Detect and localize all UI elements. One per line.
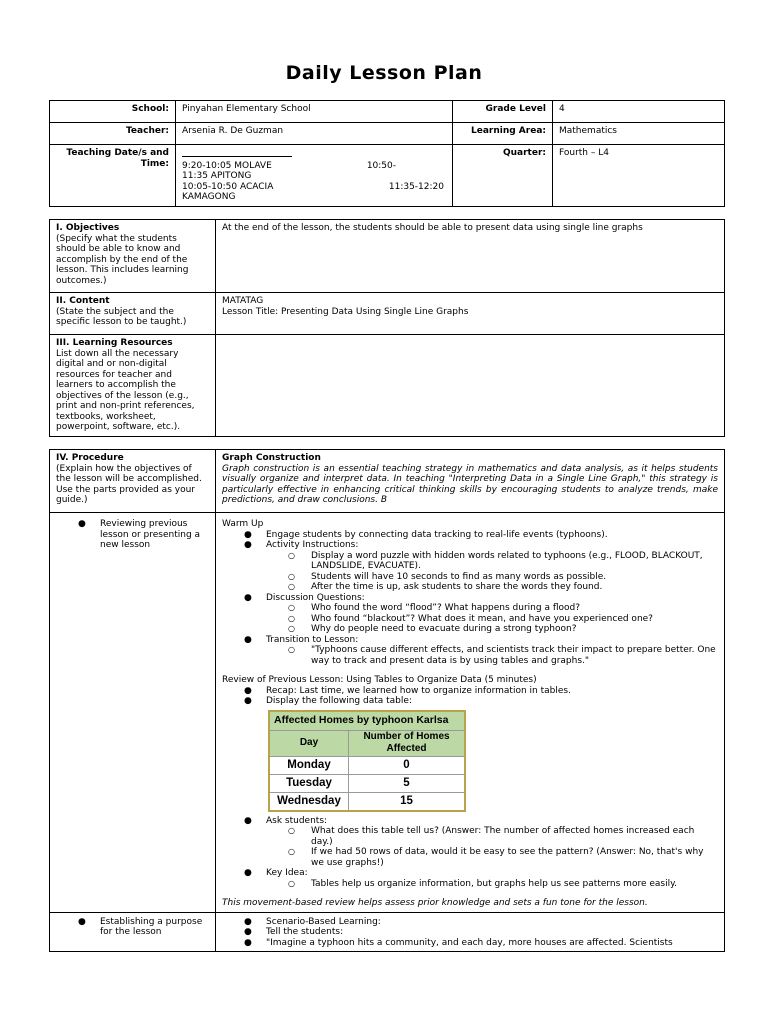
list-item: ● "Imagine a typhoon hits a community, and each day, more houses are affected. Scientists <box>222 938 718 949</box>
list-item: ● Discussion Questions: ○ Who found the word “flood”? What happens during a flood? ○ Who found “blackout”? What does it mean, and have you experienced one? ○ Why do people need to evacuate during a strong typhoon? <box>222 593 718 635</box>
schedule-1c: 11:35 APITONG <box>182 171 252 181</box>
teacher-value: Arsenia R. De Guzman <box>176 123 453 145</box>
schedule-2a: 10:05-10:50 ACACIA <box>182 181 274 192</box>
area-value: Mathematics <box>553 123 725 145</box>
list-item: ○ After the time is up, ask students to share the words they found. <box>266 582 718 593</box>
data-table-col-homes: Number of Homes Affected <box>349 730 466 756</box>
data-table-col-day: Day <box>269 730 349 756</box>
resources-desc: List down all the necessary digital and or non-digital resources for teacher and learners to accomplish the objectives of the lesson (e.g., print and non-print references, textbooks, worksheet, powerpoint, software, etc.). <box>56 348 195 432</box>
schedule-1a: 9:20-10:05 MOLAVE <box>182 160 272 171</box>
purpose-label-cell <box>50 912 216 952</box>
list-item: ● Engage students by connecting data tracking to real-life events (typhoons). <box>222 530 718 541</box>
objectives-label-cell <box>50 220 216 293</box>
resources-content <box>216 335 725 437</box>
resources-title: III. Learning Resources <box>56 338 173 348</box>
ask-list <box>222 816 718 890</box>
list-item: ● Ask students: ○ What does this table tell us? (Answer: The number of affected homes increased each day.) ○ If we had 50 rows of data, would it be easy to see the pattern? (Answer: No, that's why we use graphs!) <box>222 816 718 869</box>
review-label: ● Reviewing previous lesson or presenting a new lesson <box>56 519 209 551</box>
strategy-title: Graph Construction <box>222 453 321 463</box>
content-desc: (State the subject and the specific lesson to be taught.) <box>56 306 187 327</box>
page-title: Daily Lesson Plan <box>285 62 483 84</box>
list-item: ● Key Idea: ○ Tables help us organize information, but graphs help us see patterns more easily. <box>222 868 718 889</box>
list-item: ● Scenario-Based Learning: <box>222 917 718 928</box>
grade-label: Grade Level <box>453 101 553 123</box>
review-closing: This movement-based review helps assess prior knowledge and sets a fun tone for the lesson. <box>222 898 648 908</box>
content-label-cell <box>50 293 216 335</box>
list-item: ○ "Typhoons cause different effects, and scientists track their impact to prepare better. One way to track and present data is by using tables and graphs." <box>266 645 718 666</box>
list-item: ○ Display a word puzzle with hidden words related to typhoons (e.g., FLOOD, BLACKOUT, LANDSLIDE, EVACUATE). <box>266 551 718 572</box>
procedure-desc: (Explain how the objectives of the lesson will be accomplished. Use the parts provided as your guide.) <box>56 463 202 505</box>
review-title: Review of Previous Lesson: Using Tables to Organize Data (5 minutes) <box>222 675 537 685</box>
list-item: ○ Tables help us organize information, but graphs help us see patterns more easily. <box>266 879 718 890</box>
procedure-table <box>49 449 725 952</box>
table-row: Tuesday 5 <box>269 774 465 792</box>
data-table-caption: Affected Homes by typhoon Karlsa <box>269 711 465 731</box>
strategy-cell <box>216 450 725 513</box>
schedule-1b: 10:50- <box>366 160 396 171</box>
content-line1: MATATAG <box>222 296 264 306</box>
procedure-title: IV. Procedure <box>56 453 124 463</box>
resources-label-cell <box>50 335 216 437</box>
objectives-table <box>49 219 725 437</box>
quarter-label: Quarter: <box>453 145 553 207</box>
warmup-list <box>222 530 718 667</box>
header-table <box>49 100 725 207</box>
area-label: Learning Area: <box>453 123 553 145</box>
list-item: ● Activity Instructions: ○ Display a word puzzle with hidden words related to typhoons (e.g., FLOOD, BLACKOUT, LANDSLIDE, EVACUATE). ○ Students will have 10 seconds to find as many words as possible. ○ After the time is up, ask students to share the words they found. <box>222 540 718 593</box>
strategy-desc: Graph construction is an essential teaching strategy in mathematics and data analysis, as it helps students visually organize and interpret data. In teaching "Interpreting Data in a Single Line Graph," this strategy is particularly effective in enhancing critical thinking skills by encouraging students to analyze trends, make predictions, and draw conclusions. B <box>222 463 718 505</box>
quarter-value: Fourth – L4 <box>553 145 725 207</box>
teacher-label: Teacher: <box>50 123 176 145</box>
review-list <box>222 686 718 707</box>
blank-line <box>182 148 292 157</box>
list-item: ○ Who found the word “flood”? What happens during a flood? <box>266 603 718 614</box>
content-title: II. Content <box>56 296 110 306</box>
procedure-label-cell <box>50 450 216 513</box>
grade-value: 4 <box>553 101 725 123</box>
warmup-title: Warm Up <box>222 519 264 529</box>
purpose-label: ● Establishing a purpose for the lesson <box>56 917 209 938</box>
review-content-cell <box>216 513 725 913</box>
list-item: ○ Why do people need to evacuate during a strong typhoon? <box>266 624 718 635</box>
list-item: ● Recap: Last time, we learned how to organize information in tables. <box>222 686 718 697</box>
table-row: Wednesday 15 <box>269 792 465 811</box>
list-item: ○ Students will have 10 seconds to find as many words as possible. <box>266 572 718 583</box>
schedule-cell <box>176 145 453 207</box>
list-item: ● Tell the students: <box>222 927 718 938</box>
dates-label: Teaching Date/s and Time: <box>50 145 176 207</box>
list-item: ● Display the following data table: <box>222 696 718 707</box>
schedule-2b: 11:35-12:20 <box>388 181 444 192</box>
school-label: School: <box>50 101 176 123</box>
list-item: ○ If we had 50 rows of data, would it be easy to see the pattern? (Answer: No, that's why we use graphs!) <box>266 847 718 868</box>
list-item: ○ What does this table tell us? (Answer: The number of affected homes increased each day.) <box>266 826 718 847</box>
objectives-desc: (Specify what the students should be able to know and accomplish by the end of the lesson. This includes learning outcomes.) <box>56 233 189 286</box>
schedule-2c: KAMAGONG <box>182 192 236 202</box>
data-table <box>268 710 466 812</box>
purpose-list <box>222 917 718 949</box>
content-value-cell <box>216 293 725 335</box>
purpose-content-cell <box>216 912 725 952</box>
table-row: Monday 0 <box>269 756 465 774</box>
list-item: ● Transition to Lesson: ○ "Typhoons cause different effects, and scientists track their impact to prepare better. One way to track and present data is by using tables and graphs." <box>222 635 718 667</box>
list-item: ○ Who found “blackout”? What does it mean, and have you experienced one? <box>266 614 718 625</box>
review-label-cell <box>50 513 216 913</box>
objectives-title: I. Objectives <box>56 223 120 233</box>
content-line2: Lesson Title: Presenting Data Using Single Line Graphs <box>222 306 469 317</box>
school-value: Pinyahan Elementary School <box>176 101 453 123</box>
objectives-content: At the end of the lesson, the students should be able to present data using single line graphs <box>216 220 725 293</box>
